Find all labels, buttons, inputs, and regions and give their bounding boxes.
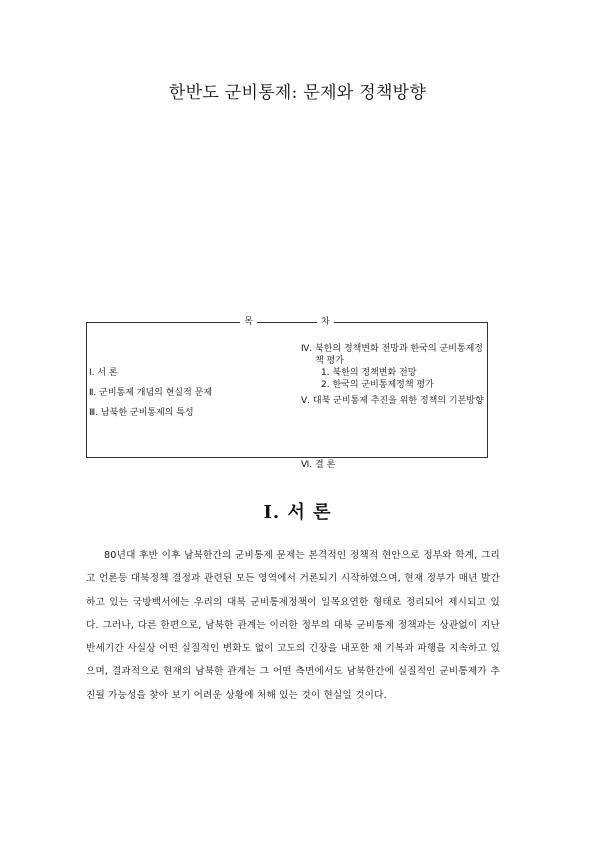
body-paragraph: 80년대 후반 이후 남북한간의 군비통제 문제는 본격적인 정책적 현안으로 정부와 학계, 그리고 언론등 대북정책 결정과 관련된 모든 영역에서 거론되기 시작하였으며, 현재 정부가 매년 발간하고 있는 국방백서에는 우리의 대북 군비통제정책이 일목요연한 형태로 정리되어 제시되고 있다. 그러나, 다른 한편으로, 남북한 관계는 이러한 정부의 대북 군비통제 정책과는 상관없이 지난 반세기간 사실상 어떤 실질적인 변화도 없이 고도의 긴장을 내포한 채 기복과 파행을 지속하고 있으며, 결과적으로 현재의 남북한 관계는 그 어떤 측면에서도 남북한간에 실질적인 군비통제가 추진될 가능성을 찾아 보기 어려운 상황에 처해 있는 것이 현실일 것이다. <box>86 550 500 701</box>
toc-header <box>87 316 487 328</box>
toc-item-3: Ⅲ. 남북한 군비통제의 특성 <box>89 408 194 418</box>
toc-item-5: Ⅴ. 대북 군비통제 추진을 위한 정책의 기본방향 <box>301 396 484 406</box>
toc-item-4-sub-1: 1. 북한의 정책변화 전망 <box>321 368 417 378</box>
toc-item-4-sub-2: 2. 한국의 군비통제정책 평가 <box>321 380 434 390</box>
toc-header-right: 차 <box>317 317 334 327</box>
toc-right-column <box>301 343 487 470</box>
toc-item-2: Ⅱ. 군비통제 개념의 현실적 문제 <box>89 388 213 398</box>
page-title: 한반도 군비통제: 문제와 정책방향 <box>168 83 427 103</box>
section-heading: Ⅰ. 서 론 <box>263 502 332 523</box>
table-of-contents <box>86 317 488 470</box>
toc-item-1: Ⅰ. 서 론 <box>89 368 118 378</box>
toc-item-4: Ⅳ. 북한의 정책변화 전망과 한국의 군비통제정책 평가 <box>301 344 483 366</box>
toc-left-column <box>89 367 289 427</box>
toc-item-6: Ⅵ. 결 론 <box>301 460 336 470</box>
toc-header-left: 목 <box>240 317 257 327</box>
